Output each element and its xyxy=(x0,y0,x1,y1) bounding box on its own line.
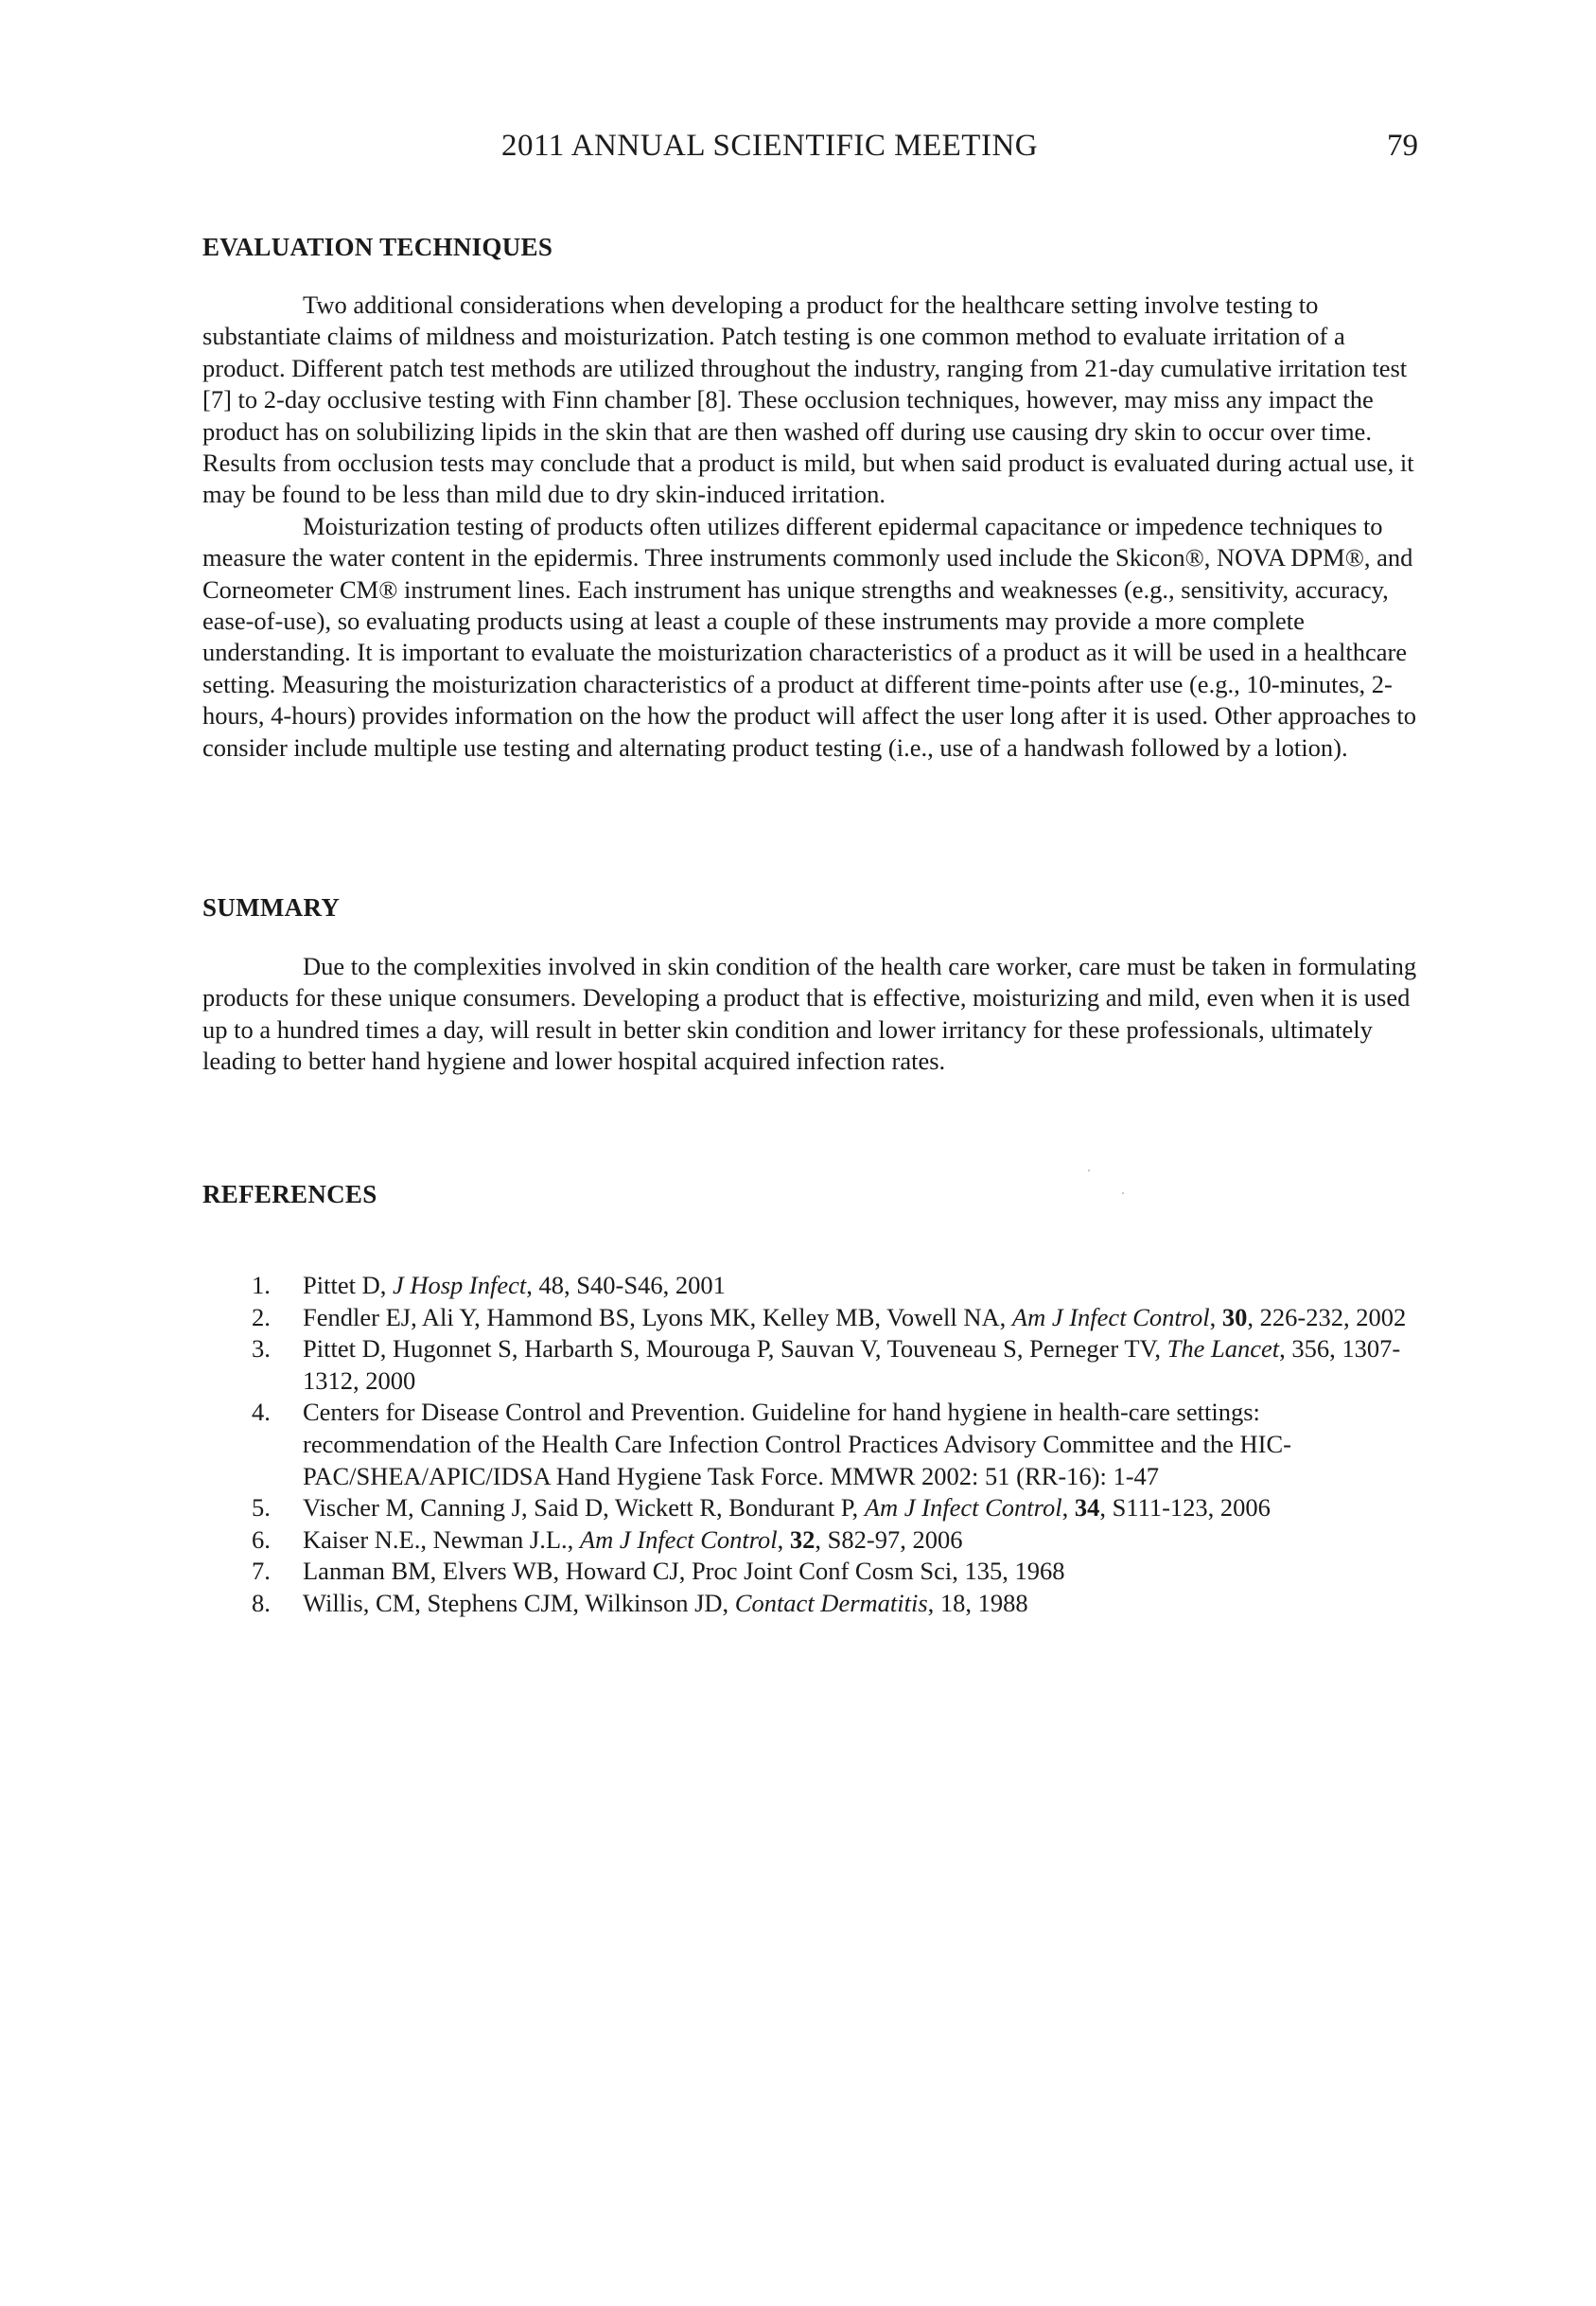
reference-number: 5. xyxy=(252,1493,271,1523)
reference-number: 4. xyxy=(252,1398,271,1427)
page-number: 79 xyxy=(1387,129,1418,163)
reference-number: 8. xyxy=(252,1588,271,1617)
reference-item: 1. Pittet D, J Hosp Infect, 48, S40-S46, 2001 xyxy=(202,1270,1432,1302)
reference-number: 1. xyxy=(252,1271,271,1299)
reference-item: 3. Pittet D, Hugonnet S, Harbarth S, Mourouga P, Sauvan V, Touveneau S, Perneger TV, The Lancet, 356, 1307-1312, 2000 xyxy=(252,1334,1401,1395)
evaluation-body xyxy=(202,290,1423,764)
reference-list xyxy=(202,1270,1432,1620)
evaluation-paragraph-1: Two additional considerations when developing a product for the healthcare setting involve testing to substantiate claims of mildness and moisturization. Patch testing is one common method to evaluate irritation of a product. Different patch test methods are utilized throughout the industry, ranging from 21-day cumulative irritation test [7] to 2-day occlusive testing with Finn chamber [8]. These occlusion techniques, however, may miss any impact the product has on solubilizing lipids in the skin that are then washed off during use causing dry skin to occur over time. Results from occlusion tests may conclude that a product is mild, but when said product is evaluated during actual use, it may be found to be less than mild due to dry skin-induced irritation. xyxy=(202,290,1414,509)
summary-heading: SUMMARY xyxy=(202,893,341,922)
reference-number: 7. xyxy=(252,1557,271,1586)
summary-paragraph: Due to the complexities involved in skin condition of the health care worker, care must be taken in formulating products for these unique consumers. Developing a product that is effective, moisturizing and mild, even when it is used up to a hundred times a day, will result in better skin condition and lower irritancy for these professionals, ultimately leading to better hand hygiene and lower hospital acquired infection rates. xyxy=(202,952,1417,1076)
evaluation-paragraph-2: Moisturization testing of products often utilizes different epidermal capacitance or impedence techniques to measure the water content in the epidermis. Three instruments commonly used include the Skicon®, NOVA DPM®, and Corneometer CM® instrument lines. Each instrument has unique strengths and weaknesses (e.g., sensitivity, accuracy, ease-of-use), so evaluating products using at least a couple of these instruments may provide a more complete understanding. It is important to evaluate the moisturization characteristics of a product as it will be used in a healthcare setting. Measuring the moisturization characteristics of a product at different time-points after use (e.g., 10-minutes, 2-hours, 4-hours) provides information on the how the product will affect the user long after it is used. Other approaches to consider include multiple use testing and alternating product testing (i.e., use of a handwash followed by a lotion). xyxy=(202,511,1416,762)
reference-item: 5. Vischer M, Canning J, Said D, Wickett R, Bondurant P, Am J Infect Control, 34, S111-123, 2006 xyxy=(202,1492,1432,1524)
scan-speck xyxy=(1122,1192,1124,1194)
reference-number: 2. xyxy=(252,1302,271,1331)
reference-number: 3. xyxy=(252,1334,271,1364)
summary-body xyxy=(202,951,1423,1078)
running-header-title: 2011 ANNUAL SCIENTIFIC MEETING xyxy=(501,129,1039,163)
reference-item: 8. Willis, CM, Stephens CJM, Wilkinson JD, Contact Dermatitis, 18, 1988 xyxy=(202,1588,1432,1620)
references-heading: REFERENCES xyxy=(202,1180,377,1208)
evaluation-heading: EVALUATION TECHNIQUES xyxy=(202,233,553,261)
reference-number: 6. xyxy=(252,1524,271,1554)
reference-item: 6. Kaiser N.E., Newman J.L., Am J Infect Control, 32, S82-97, 2006 xyxy=(202,1524,1432,1557)
reference-item: 2. Fendler EJ, Ali Y, Hammond BS, Lyons MK, Kelley MB, Vowell NA, Am J Infect Control, 30, 226-232, 2002 xyxy=(202,1302,1432,1334)
reference-item: 4. Centers for Disease Control and Prevention. Guideline for hand hygiene in health-care settings: recommendation of the Health Care Infection Control Practices Advisory Committee and the HIC-PAC/SHEA/APIC/IDSA Hand Hygiene Task Force. MMWR 2002: 51 (RR-16): 1-47 xyxy=(252,1398,1291,1490)
reference-item: 7. Lanman BM, Elvers WB, Howard CJ, Proc Joint Conf Cosm Sci, 135, 1968 xyxy=(202,1556,1432,1588)
scan-speck xyxy=(1088,1170,1090,1171)
